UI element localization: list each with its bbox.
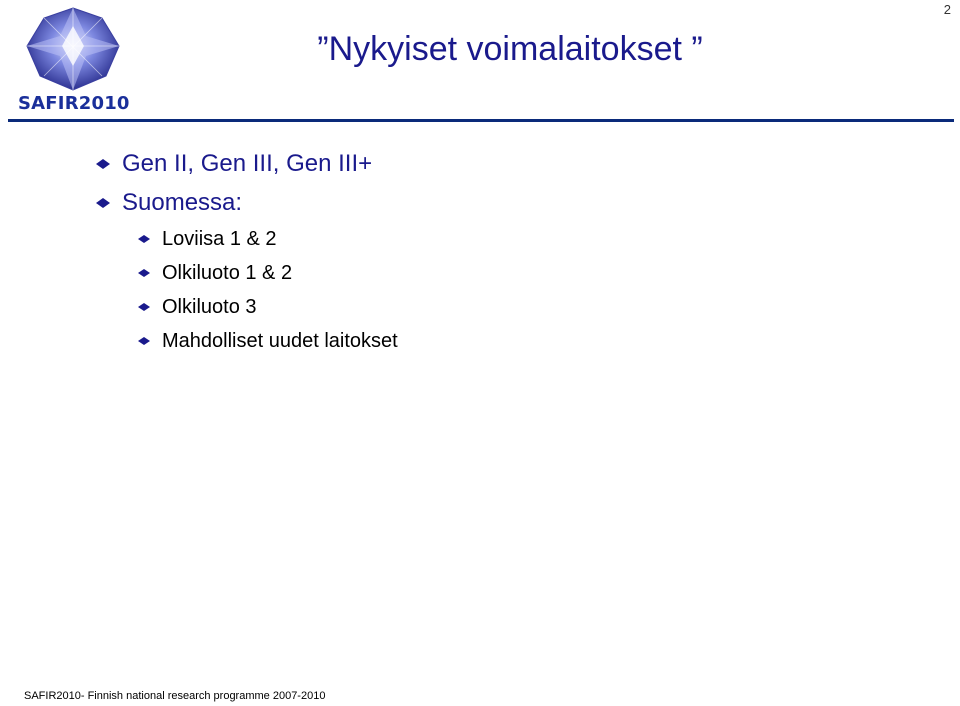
logo-text: SAFIR2010	[18, 93, 130, 114]
sub-bullet-text: Olkiluoto 3	[162, 295, 257, 318]
footer-text: SAFIR2010- Finnish national research programme 2007-2010	[24, 690, 326, 702]
diamond-bullet-icon	[138, 235, 162, 243]
sub-bullet-text: Loviisa 1 & 2	[162, 227, 277, 250]
bullet-item	[96, 144, 398, 183]
title-divider	[8, 119, 954, 122]
sub-bullet-text: Mahdolliset uudet laitokset	[162, 329, 398, 352]
page-number: 2	[943, 2, 951, 17]
bullet-list	[96, 144, 398, 358]
diamond-bullet-icon	[138, 303, 162, 311]
diamond-bullet-icon	[138, 337, 162, 345]
slide-title: ”Nykyiset voimalaitokset ”	[317, 30, 703, 68]
sub-bullet-item	[96, 222, 398, 256]
sub-bullet-item	[96, 324, 398, 358]
diamond-bullet-icon	[138, 269, 162, 277]
diamond-bullet-icon	[96, 198, 122, 208]
sub-bullet-text: Olkiluoto 1 & 2	[162, 261, 293, 284]
bullet-item	[96, 183, 398, 222]
bullet-text: Gen II, Gen III, Gen III+	[122, 149, 373, 177]
bullet-text: Suomessa:	[122, 188, 243, 216]
sub-bullet-item	[96, 290, 398, 324]
sub-bullet-item	[96, 256, 398, 290]
diamond-bullet-icon	[96, 159, 122, 169]
